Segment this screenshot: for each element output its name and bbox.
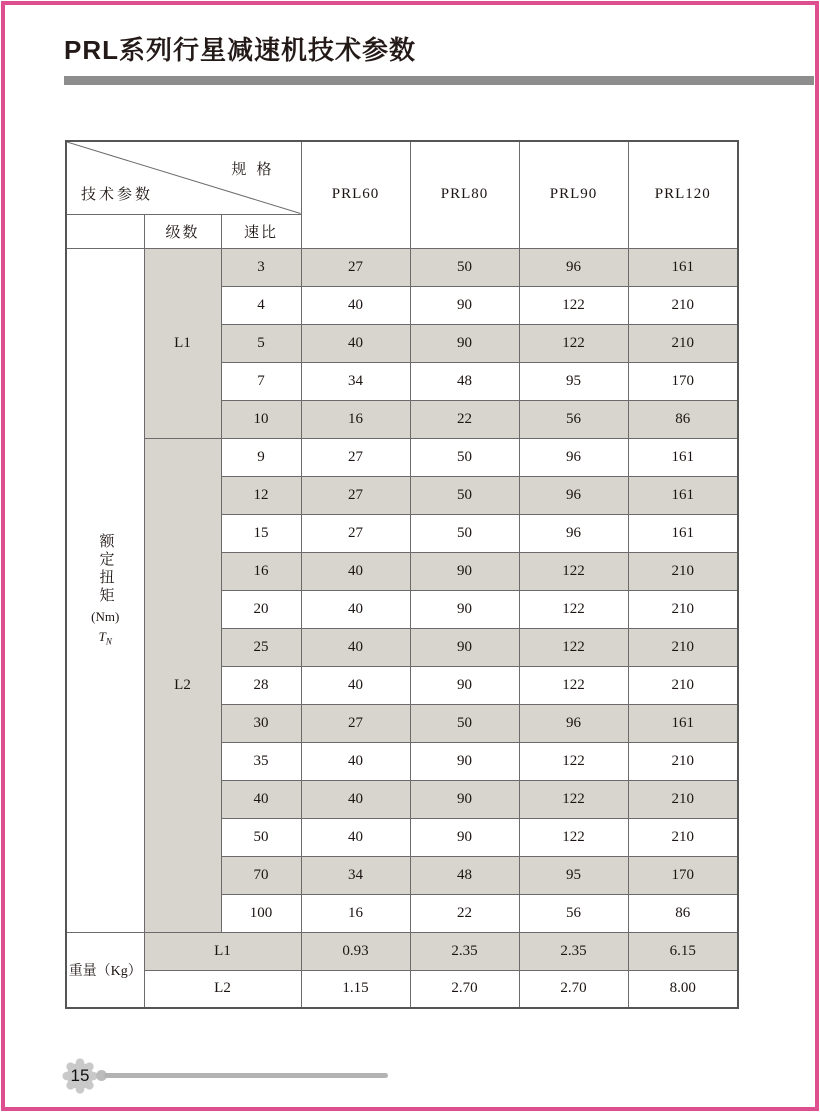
empty-header-cell xyxy=(66,214,144,248)
value-cell: 16 xyxy=(301,400,410,438)
column-header: PRL60 xyxy=(301,141,410,248)
value-cell: 40 xyxy=(301,286,410,324)
value-cell: 90 xyxy=(410,590,519,628)
value-cell: 96 xyxy=(519,704,628,742)
ratio-cell: 100 xyxy=(221,894,301,932)
value-cell: 40 xyxy=(301,818,410,856)
ratio-cell: 5 xyxy=(221,324,301,362)
value-cell: 90 xyxy=(410,286,519,324)
ratio-cell: 28 xyxy=(221,666,301,704)
value-cell: 161 xyxy=(628,514,738,552)
weight-stage-cell: L2 xyxy=(144,970,301,1008)
table-row xyxy=(66,970,738,1008)
value-cell: 210 xyxy=(628,666,738,704)
value-cell: 210 xyxy=(628,780,738,818)
value-cell: 27 xyxy=(301,248,410,286)
weight-stage-cell: L1 xyxy=(144,932,301,970)
value-cell: 90 xyxy=(410,552,519,590)
ratio-cell: 3 xyxy=(221,248,301,286)
value-cell: 56 xyxy=(519,400,628,438)
value-cell: 96 xyxy=(519,248,628,286)
spec-table xyxy=(65,140,739,1009)
ratio-cell: 12 xyxy=(221,476,301,514)
value-cell: 50 xyxy=(410,438,519,476)
value-cell: 2.70 xyxy=(519,970,628,1008)
value-cell: 161 xyxy=(628,248,738,286)
value-cell: 48 xyxy=(410,856,519,894)
torque-label: 额定扭矩 xyxy=(97,533,115,606)
value-cell: 170 xyxy=(628,362,738,400)
stage-cell-l2: L2 xyxy=(144,438,221,932)
value-cell: 40 xyxy=(301,324,410,362)
value-cell: 161 xyxy=(628,704,738,742)
torque-symbol: $T_N$ xyxy=(98,629,112,647)
table-row xyxy=(66,932,738,970)
value-cell: 86 xyxy=(628,400,738,438)
value-cell: 210 xyxy=(628,628,738,666)
value-cell: 34 xyxy=(301,362,410,400)
ratio-cell: 40 xyxy=(221,780,301,818)
value-cell: 40 xyxy=(301,742,410,780)
table-row xyxy=(66,438,738,476)
value-cell: 96 xyxy=(519,476,628,514)
value-cell: 90 xyxy=(410,628,519,666)
value-cell: 122 xyxy=(519,818,628,856)
value-cell: 122 xyxy=(519,742,628,780)
ratio-cell: 50 xyxy=(221,818,301,856)
value-cell: 210 xyxy=(628,286,738,324)
ratio-cell: 70 xyxy=(221,856,301,894)
value-cell: 90 xyxy=(410,818,519,856)
value-cell: 50 xyxy=(410,514,519,552)
stage-header: 级数 xyxy=(144,214,221,248)
value-cell: 96 xyxy=(519,514,628,552)
value-cell: 210 xyxy=(628,818,738,856)
value-cell: 90 xyxy=(410,780,519,818)
value-cell: 96 xyxy=(519,438,628,476)
value-cell: 34 xyxy=(301,856,410,894)
value-cell: 90 xyxy=(410,666,519,704)
weight-label-cell: 重量（Kg） xyxy=(66,932,144,1008)
ratio-cell: 15 xyxy=(221,514,301,552)
value-cell: 86 xyxy=(628,894,738,932)
column-header: PRL80 xyxy=(410,141,519,248)
footer-divider-line xyxy=(104,1073,388,1078)
value-cell: 170 xyxy=(628,856,738,894)
value-cell: 95 xyxy=(519,856,628,894)
value-cell: 210 xyxy=(628,552,738,590)
value-cell: 6.15 xyxy=(628,932,738,970)
ratio-cell: 30 xyxy=(221,704,301,742)
ratio-cell: 16 xyxy=(221,552,301,590)
value-cell: 210 xyxy=(628,742,738,780)
ratio-cell: 7 xyxy=(221,362,301,400)
value-cell: 50 xyxy=(410,704,519,742)
value-cell: 27 xyxy=(301,476,410,514)
value-cell: 50 xyxy=(410,476,519,514)
value-cell: 40 xyxy=(301,780,410,818)
value-cell: 40 xyxy=(301,628,410,666)
value-cell: 40 xyxy=(301,666,410,704)
value-cell: 122 xyxy=(519,780,628,818)
value-cell: 2.35 xyxy=(519,932,628,970)
value-cell: 122 xyxy=(519,286,628,324)
value-cell: 2.70 xyxy=(410,970,519,1008)
value-cell: 40 xyxy=(301,552,410,590)
column-header: PRL120 xyxy=(628,141,738,248)
value-cell: 122 xyxy=(519,666,628,704)
table-row xyxy=(66,248,738,286)
page-number: 15 xyxy=(70,1066,90,1085)
title-underline-bar xyxy=(64,76,814,85)
ratio-cell: 25 xyxy=(221,628,301,666)
ratio-cell: 9 xyxy=(221,438,301,476)
value-cell: 1.15 xyxy=(301,970,410,1008)
ratio-cell: 20 xyxy=(221,590,301,628)
column-header: PRL90 xyxy=(519,141,628,248)
value-cell: 122 xyxy=(519,552,628,590)
ratio-cell: 4 xyxy=(221,286,301,324)
value-cell: 95 xyxy=(519,362,628,400)
torque-label-cell xyxy=(66,248,144,932)
value-cell: 22 xyxy=(410,894,519,932)
value-cell: 40 xyxy=(301,590,410,628)
corner-label-params: 技术参数 xyxy=(81,185,154,203)
value-cell: 122 xyxy=(519,590,628,628)
value-cell: 16 xyxy=(301,894,410,932)
value-cell: 27 xyxy=(301,704,410,742)
value-cell: 2.35 xyxy=(410,932,519,970)
value-cell: 90 xyxy=(410,324,519,362)
stage-cell-l1: L1 xyxy=(144,248,221,438)
value-cell: 48 xyxy=(410,362,519,400)
diagonal-header-cell xyxy=(66,141,301,214)
value-cell: 161 xyxy=(628,438,738,476)
value-cell: 122 xyxy=(519,628,628,666)
value-cell: 0.93 xyxy=(301,932,410,970)
value-cell: 27 xyxy=(301,514,410,552)
value-cell: 161 xyxy=(628,476,738,514)
ratio-cell: 10 xyxy=(221,400,301,438)
page-title: PRL系列行星减速机技术参数 xyxy=(64,35,417,65)
value-cell: 210 xyxy=(628,590,738,628)
ratio-cell: 35 xyxy=(221,742,301,780)
gear-icon xyxy=(61,1057,99,1095)
value-cell: 122 xyxy=(519,324,628,362)
value-cell: 90 xyxy=(410,742,519,780)
value-cell: 27 xyxy=(301,438,410,476)
value-cell: 50 xyxy=(410,248,519,286)
value-cell: 210 xyxy=(628,324,738,362)
value-cell: 8.00 xyxy=(628,970,738,1008)
value-cell: 22 xyxy=(410,400,519,438)
value-cell: 56 xyxy=(519,894,628,932)
corner-label-spec: 规 格 xyxy=(231,161,275,178)
ratio-header: 速比 xyxy=(221,214,301,248)
torque-unit: (Nm) xyxy=(91,609,120,625)
